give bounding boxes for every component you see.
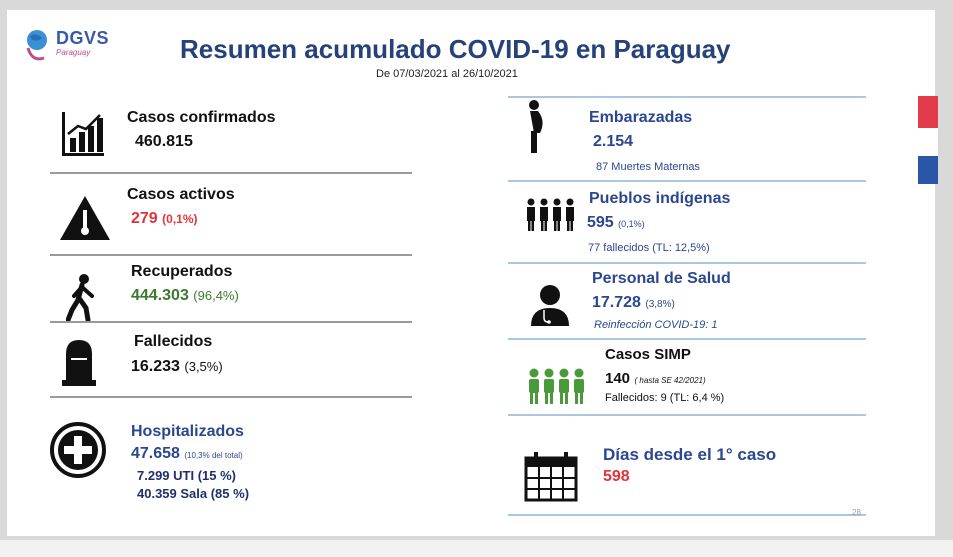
people-group-icon xyxy=(525,198,577,232)
children-group-icon xyxy=(526,368,588,404)
bar-chart-icon xyxy=(62,112,104,156)
confirmados-value: 460.815 xyxy=(135,133,193,150)
indigenas-pct: (0,1%) xyxy=(618,219,645,229)
tombstone-icon xyxy=(62,338,96,388)
fallecidos-pct: (3,5%) xyxy=(184,359,223,374)
flag-stripe-blue xyxy=(918,156,938,184)
salud-pct: (3,8%) xyxy=(645,299,675,310)
divider xyxy=(508,180,866,182)
sala-value: 40.359 Sala (85 %) xyxy=(137,486,250,501)
hospitalizados-stat xyxy=(131,445,243,463)
salud-value: 17.728 xyxy=(592,294,641,311)
activos-pct: (0,1%) xyxy=(162,212,198,226)
confirmados-label: Casos confirmados xyxy=(127,109,276,126)
divider xyxy=(508,514,866,516)
next-slide-strip xyxy=(0,540,953,557)
recuperados-value: 444.303 xyxy=(131,287,189,304)
muertes-maternas: 87 Muertes Maternas xyxy=(596,161,700,173)
flag-stripe-red xyxy=(918,96,938,128)
dias-label: Días desde el 1° caso xyxy=(603,445,777,464)
dias-value: 598 xyxy=(603,468,630,485)
logo-text: DGVS xyxy=(56,28,110,48)
divider xyxy=(50,321,412,323)
hospitalizados-label: Hospitalizados xyxy=(131,423,244,440)
page-number: 28 xyxy=(852,508,861,517)
flag-stripe-white xyxy=(918,128,938,156)
activos-label: Casos activos xyxy=(127,186,235,203)
divider xyxy=(508,338,866,340)
divider xyxy=(50,396,412,398)
activos-stat xyxy=(131,210,198,228)
simp-value: 140 xyxy=(605,370,631,387)
hospitalizados-value: 47.658 xyxy=(131,445,180,462)
walking-person-icon xyxy=(66,274,98,322)
doctor-icon xyxy=(529,284,571,326)
divider xyxy=(508,414,866,416)
divider xyxy=(50,254,412,256)
uti-value: 7.299 UTI (15 %) xyxy=(137,468,236,483)
indigenas-label: Pueblos indígenas xyxy=(589,190,731,207)
pregnant-woman-icon xyxy=(522,99,548,155)
activos-value: 279 xyxy=(131,210,158,227)
divider xyxy=(50,172,412,174)
simp-fallecidos: Fallecidos: 9 (TL: 6,4 %) xyxy=(605,392,725,404)
divider xyxy=(508,96,866,98)
fallecidos-label: Fallecidos xyxy=(134,333,213,350)
page-title: Resumen acumulado COVID-19 en Paraguay xyxy=(180,34,731,64)
salud-stat xyxy=(592,294,675,312)
date-range: De 07/03/2021 al 26/10/2021 xyxy=(376,68,518,80)
warning-thermometer-icon xyxy=(60,196,110,240)
embarazadas-value: 2.154 xyxy=(593,133,634,150)
fallecidos-value: 16.233 xyxy=(131,358,180,375)
simp-period: ( hasta SE 42/2021) xyxy=(634,376,706,385)
indigenas-value: 595 xyxy=(587,214,614,231)
hospitalizados-pct: (10,3% del total) xyxy=(184,451,243,460)
recuperados-pct: (96,4%) xyxy=(193,288,239,303)
recuperados-stat xyxy=(131,287,239,305)
simp-label: Casos SIMP xyxy=(605,346,691,363)
logo-subtext: Paraguay xyxy=(56,48,91,57)
divider xyxy=(508,262,866,264)
simp-stat xyxy=(605,370,706,388)
calendar-icon xyxy=(524,452,578,502)
dgvs-logo xyxy=(22,24,122,68)
reinfeccion: Reinfección COVID-19: 1 xyxy=(594,319,718,331)
indigenas-fallecidos: 77 fallecidos (TL: 12,5%) xyxy=(588,242,710,254)
globe-icon xyxy=(22,28,52,64)
medical-cross-icon xyxy=(50,422,106,478)
embarazadas-label: Embarazadas xyxy=(589,109,693,126)
salud-label: Personal de Salud xyxy=(592,270,731,287)
indigenas-stat xyxy=(587,214,645,232)
recuperados-label: Recuperados xyxy=(131,263,233,280)
fallecidos-stat xyxy=(131,358,223,376)
